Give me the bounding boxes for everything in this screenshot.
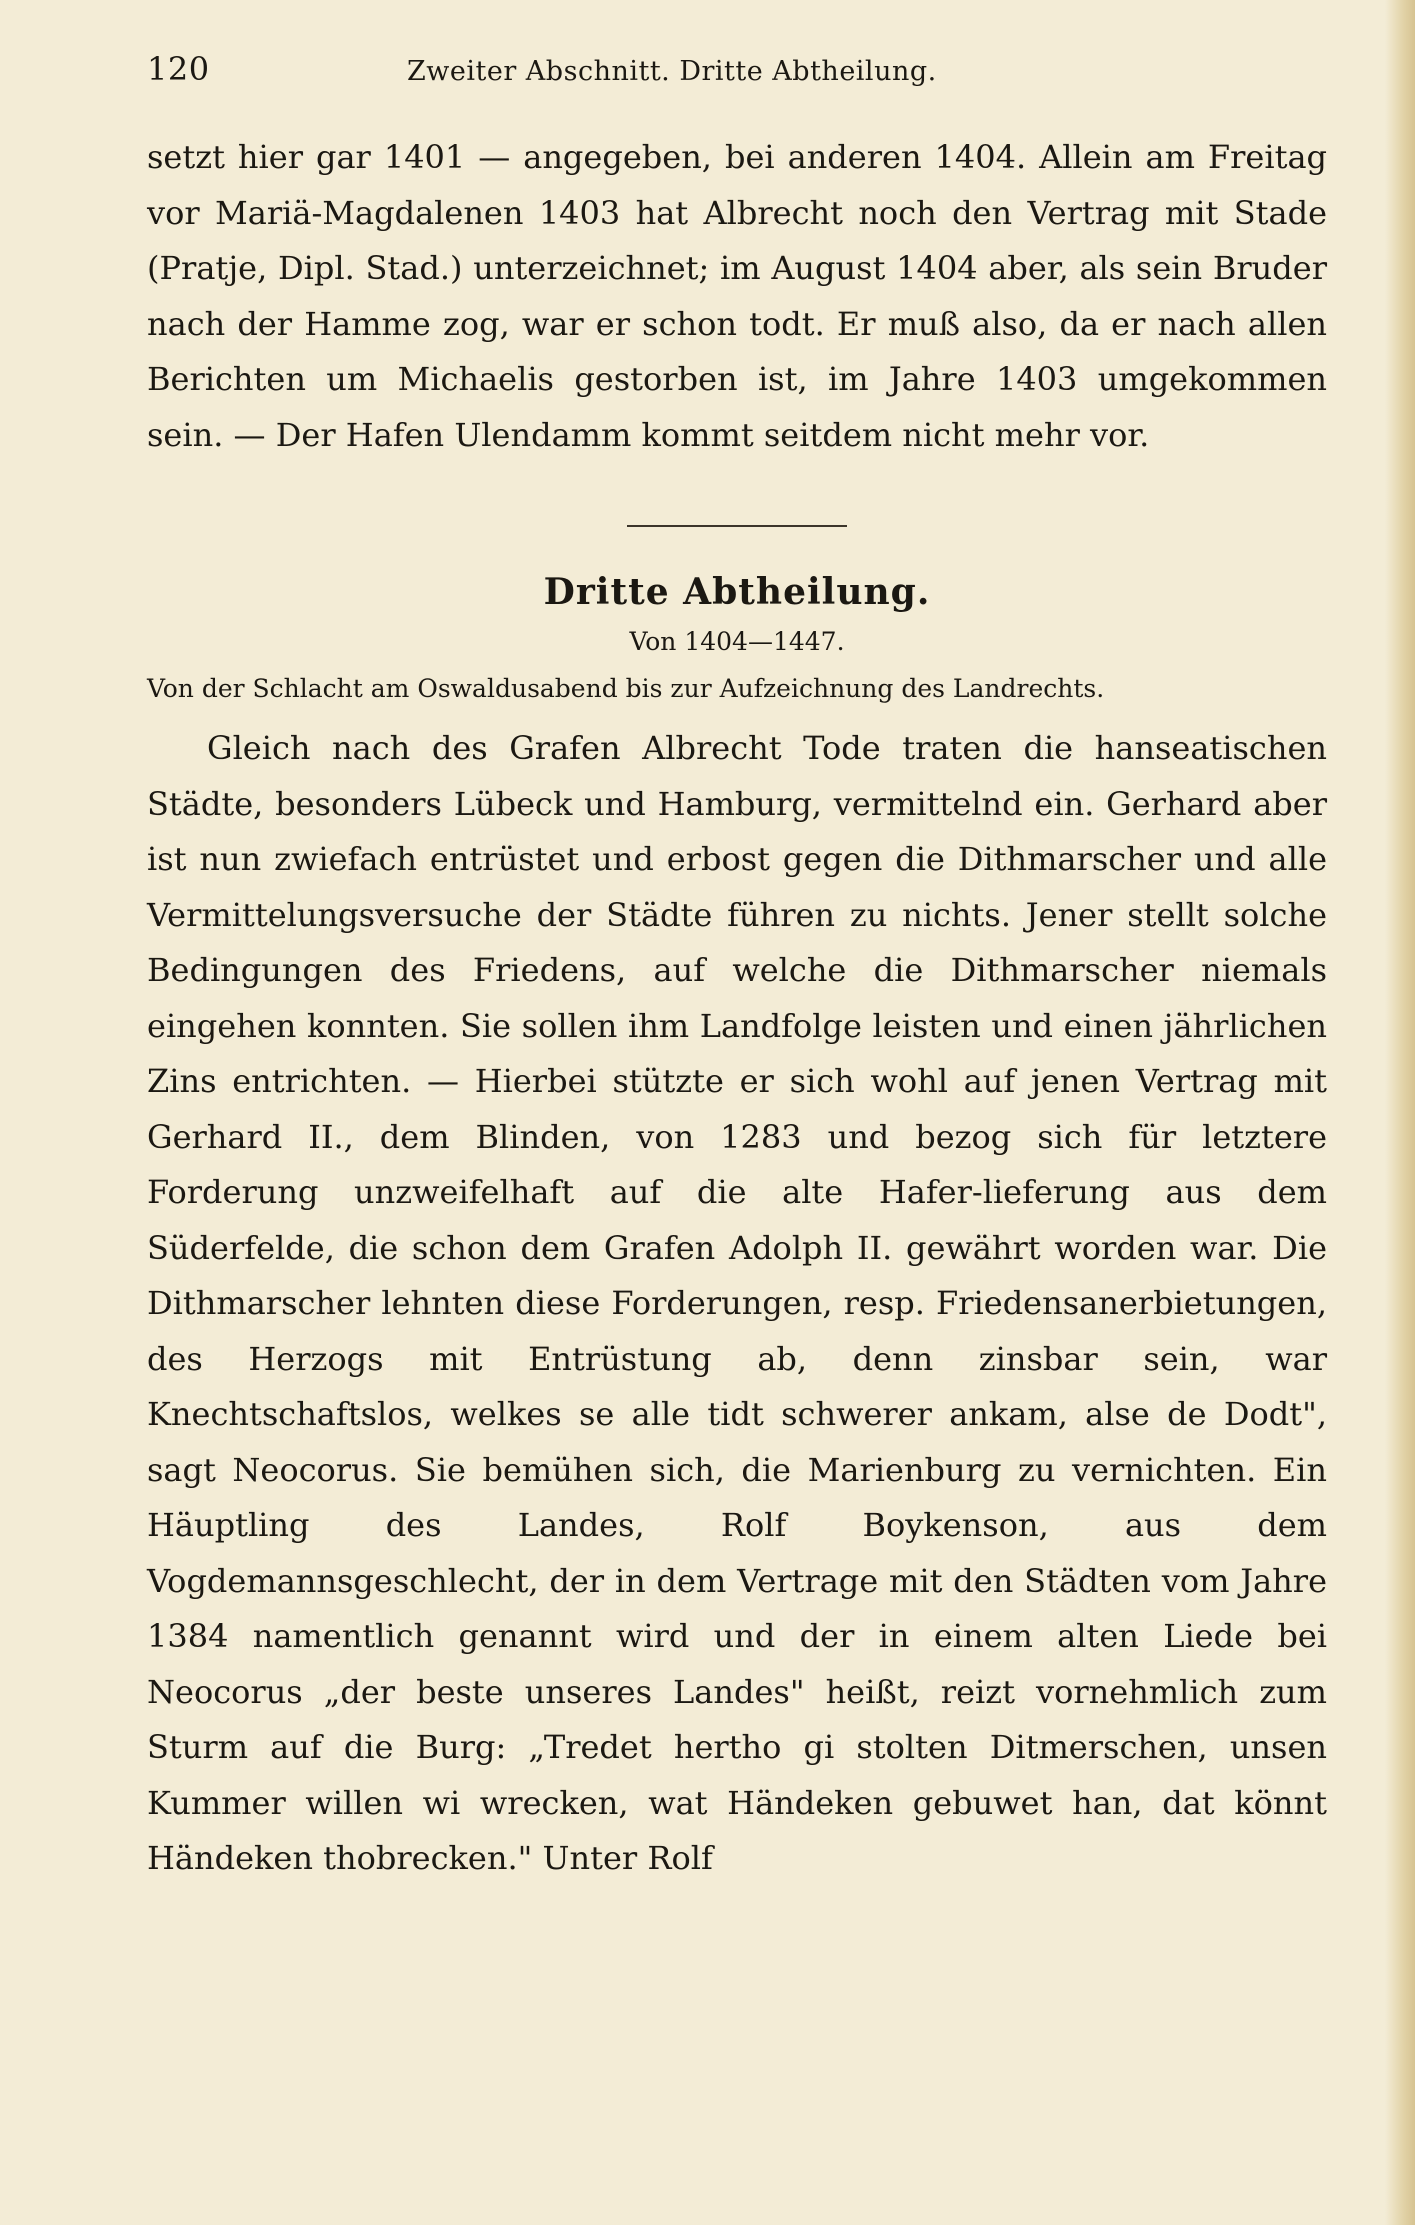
section-title: Dritte Abtheilung.: [543, 571, 931, 613]
page-edge-shadow: [1385, 0, 1415, 2225]
intro-paragraph: setzt hier gar 1401 — angegeben, bei anderen 1404. Allein am Freitag vor Mariä-Magdalenen 1403 hat Albrecht noch den Vertrag mit Stade (Pratje, Dipl. Stad.) unterzeichnet; im August 1404 aber, als sein Bruder nach der Hamme zog, war er schon todt. Er muß also, da er nach allen Berichten um Michaelis gestorben ist, im Jahre 1403 umgekommen sein. — Der Hafen Ulendamm kommt seitdem nicht mehr vor.: [147, 138, 1327, 454]
page-number: 120: [147, 50, 210, 88]
section-subtitle: Von der Schlacht am Oswaldusabend bis zur Aufzeichnung des Landrechts.: [147, 674, 1105, 703]
running-head: Zweiter Abschnitt. Dritte Abtheilung.: [407, 56, 937, 87]
page-header: [147, 50, 1327, 110]
book-page: [147, 50, 1327, 1887]
section-divider: [627, 525, 847, 527]
section-body-paragraph: Gleich nach des Grafen Albrecht Tode traten die hanseatischen Städte, besonders Lübeck und Hamburg, vermittelnd ein. Gerhard aber ist nun zwiefach entrüstet und erbost gegen die Dithmarscher und alle Vermittelungsversuche der Städte führen zu nichts. Jener stellt solche Bedingungen des Friedens, auf welche die Dithmarscher niemals eingehen konnten. Sie sollen ihm Landfolge leisten und einen jährlichen Zins entrichten. — Hierbei stützte er sich wohl auf jenen Vertrag mit Gerhard II., dem Blinden, von 1283 und bezog sich für letztere Forderung unzweifelhaft auf die alte Hafer-lieferung aus dem Süderfelde, die schon dem Grafen Adolph II. gewährt worden war. Die Dithmarscher lehnten diese Forderungen, resp. Friedensanerbietungen, des Herzogs mit Entrüstung ab, denn zinsbar sein, war Knechtschaftslos, welkes se alle tidt schwerer ankam, alse de Dodt", sagt Neocorus. Sie bemühen sich, die Marienburg zu vernichten. Ein Häuptling des Landes, Rolf Boykenson, aus dem Vogdemannsgeschlecht, der in dem Vertrage mit den Städten vom Jahre 1384 namentlich genannt wird und der in einem alten Liede bei Neocorus „der beste unseres Landes" heißt, reizt vornehmlich zum Sturm auf die Burg: „Tredet hertho gi stolten Ditmerschen, unsen Kummer willen wi wrecken, wat Händeken gebuwet han, dat könnt Händeken thobrecken." Unter Rolf: [147, 729, 1327, 1877]
section-years: Von 1404—1447.: [629, 627, 845, 656]
